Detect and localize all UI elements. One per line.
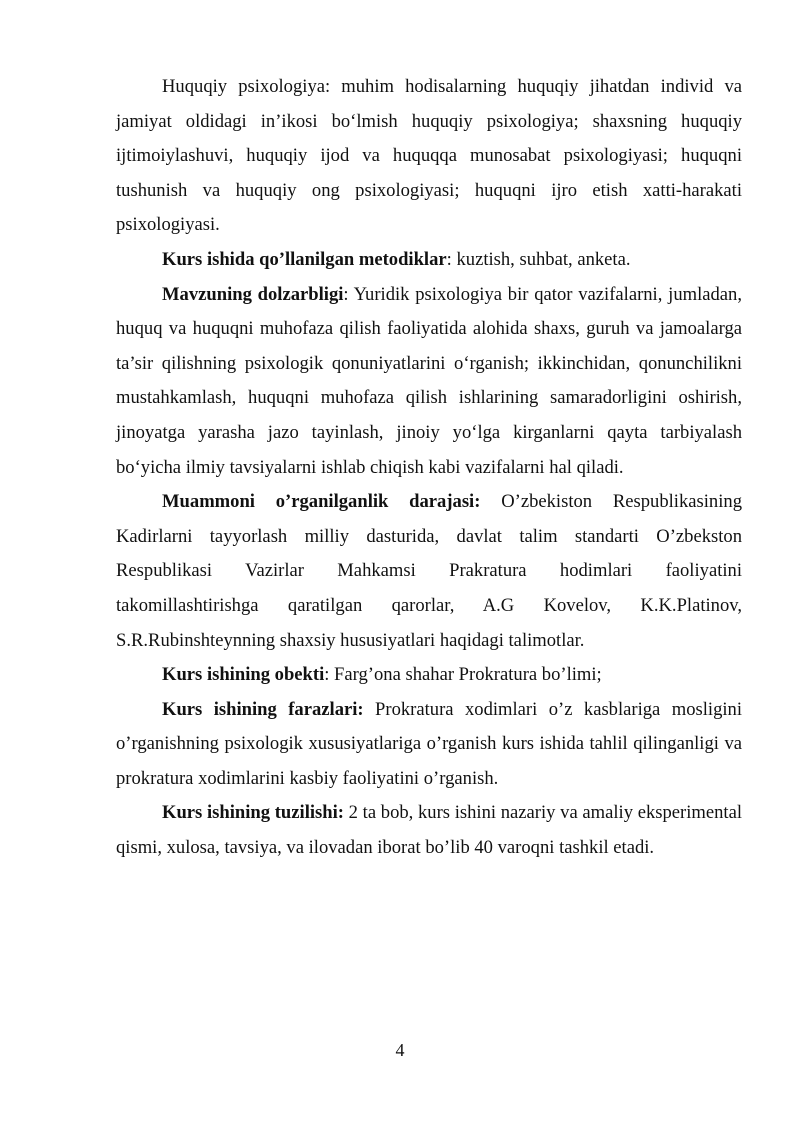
paragraph-text: : kuztish, suhbat, anketa. — [446, 248, 631, 270]
document-page — [116, 70, 742, 866]
paragraph-heading: Kurs ishining farazlari: — [162, 698, 364, 720]
paragraph-heading: Kurs ishining tuzilishi: — [162, 802, 344, 824]
paragraph-object — [116, 658, 742, 693]
page-number: 4 — [395, 1040, 405, 1060]
paragraph-text: Prokratura xodimlari o’z kasblariga mosligini o’rganishning psixologik xususiyatlariga o’rganish kurs ishida tahlil qilinganligi va prokratura xodimlarini kasbiy faoliyatini o’rganish. — [116, 698, 743, 789]
paragraph-heading: Muammoni o’rganilganlik darajasi: — [162, 491, 481, 513]
paragraph-hypotheses — [116, 693, 742, 797]
paragraph-text: : Yuridik psixologiya bir qator vazifalarni, jumladan, huquq va huquqni muhofaza qilish faoliyatida alohida shaxs, guruh va jamoalarga ta’sir qilishning psixologik qonuniyatlarini o‘rganish; ikkinchidan, qonunchilikni mustahkamlash, huquqni muhofaza qilish ishlarining samaradorligini oshirish, jinoyatga yarasha jazo tayinlash, jinoiy yo‘lga kirganlarni qayta tarbiyalash bo‘yicha ilmiy tavsiyalarni ishlab chiqish kabi vazifalarni hal qiladi. — [116, 283, 743, 478]
paragraph-heading: Mavzuning dolzarbligi — [162, 283, 344, 305]
paragraph-structure — [116, 796, 742, 865]
paragraph-methods — [116, 243, 742, 278]
paragraph-research-level — [116, 485, 742, 658]
paragraph-relevance — [116, 278, 742, 486]
paragraph-heading: Kurs ishida qo’llanilgan metodiklar — [162, 248, 447, 270]
paragraph-text: Huquqiy psixologiya: muhim hodisalarning huquqiy jihatdan individ va jamiyat oldidagi in’ikosi bo‘lmish huquqiy psixologiya; shaxsning huquqiy ijtimoiylashuvi, huquqiy ijod va huquqqa munosabat psixologiyasi; huquqni tushunish va huquqiy ong psixologiyasi; huquqni ijro etish xatti-harakati psixologiyasi. — [116, 76, 742, 236]
paragraph-text: O’zbekiston Respublikasining Kadirlarni tayyorlash milliy dasturida, davlat talim standarti O’zbekston Respublikasi Vazirlar Mahkamsi Prakratura hodimlari faoliyatini takomillashtirishga qaratilgan qarorlar, A.G Kovelov, K.K.Platinov, S.R.Rubinshteynning shaxsiy hususiyatlari haqidagi talimotlar. — [116, 491, 742, 651]
paragraph-text: : Farg’ona shahar Prokratura bo’limi; — [324, 664, 602, 686]
paragraph-text: 2 ta bob, kurs ishini nazariy va amaliy eksperimental qismi, xulosa, tavsiya, va ilovadan iborat bo’lib 40 varoqni tashkil etadi. — [116, 802, 742, 859]
paragraph-legal-psychology — [116, 70, 742, 243]
paragraph-heading: Kurs ishining obekti — [162, 664, 325, 686]
